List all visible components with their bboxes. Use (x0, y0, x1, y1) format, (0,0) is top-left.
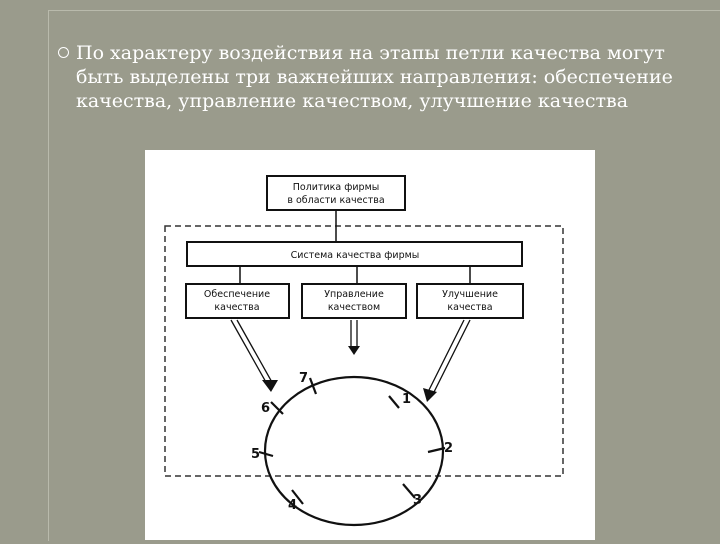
loop-ticks (259, 378, 445, 504)
loop-label-3: 3 (413, 493, 423, 508)
assurance-line-1: Обеспечение (203, 289, 271, 300)
quality-loop-diagram (145, 150, 595, 540)
loop-label-6: 6 (261, 401, 271, 416)
arrow-improvement (423, 320, 470, 402)
assurance-line-2: качества (214, 302, 260, 313)
loop-label-4: 4 (288, 498, 298, 513)
diagram-svg (145, 150, 595, 540)
policy-line-2: в области качества (287, 195, 385, 206)
policy-line-1: Политика фирмы (292, 182, 380, 193)
loop-label-7: 7 (299, 371, 309, 386)
system-label: Система качества фирмы (290, 250, 420, 261)
management-line-2: качеством (327, 302, 381, 313)
loop-label-5: 5 (251, 447, 261, 462)
loop-label-1: 1 (402, 392, 412, 407)
loop-label-2: 2 (444, 441, 454, 456)
arrow-management (348, 320, 360, 355)
arrow-assurance (231, 320, 278, 392)
bullet-text: По характеру воздействия на этапы петли качества могут быть выделены три важнейших направления: обеспечение качества, управление качеством, улучшение качества (76, 42, 673, 112)
improvement-line-2: качества (447, 302, 493, 313)
improvement-line-1: Улучшение (442, 289, 498, 300)
bullet-circle-icon (58, 47, 69, 58)
management-line-1: Управление (324, 289, 384, 300)
